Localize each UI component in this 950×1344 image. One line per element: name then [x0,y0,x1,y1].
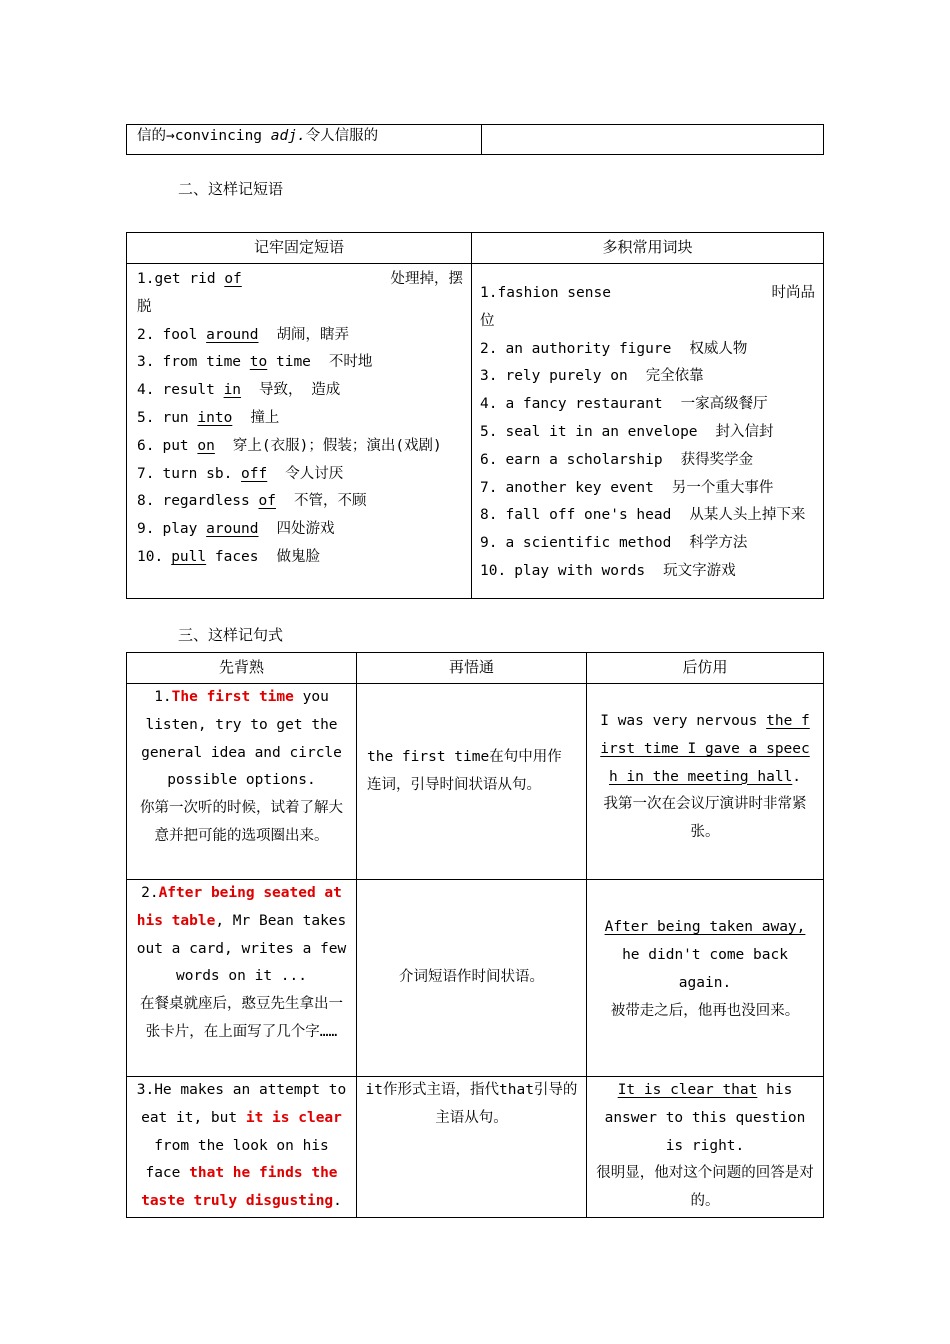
fixed-phrase-num: 8. [137,493,155,510]
row1-imitate-pre: I was very nervous [600,713,767,729]
row3-red-text-a: it is clear [245,1109,342,1126]
fixed-phrase-meaning: 穿上(衣服)；假装；演出(戏剧) [232,437,442,454]
top-table-pos: adj. [270,128,306,144]
fixed-phrase-item [137,377,463,405]
fixed-phrase-blank: around [206,521,259,538]
fixed-phrase-blank: of [224,271,242,287]
fixed-phrases-cell [127,264,472,599]
fixed-phrase-before: from time [162,354,250,371]
word-chunk-num: 5. [480,423,498,440]
fixed-phrase-meaning: 导致， 造成 [259,382,341,399]
word-chunk-meaning: 时尚品 [771,285,815,301]
row2-imitate-en [595,914,815,997]
phrase-table [126,232,824,599]
word-chunk-num: 8. [480,507,498,524]
fixed-phrase-before: regardless [162,493,259,510]
word-chunk-num: 4. [480,396,498,413]
fixed-phrase-blank: of [258,493,276,510]
row3-plain-text-a: He makes an attempt to eat it, but [141,1082,347,1126]
fixed-phrase-before: get rid [154,271,225,287]
row3-num: 3. [136,1082,155,1098]
row1-red-text: The first time [171,689,294,705]
word-chunk-meaning: 玩文字游戏 [663,562,736,579]
row1-memorize-en [135,684,348,795]
fixed-phrase-meaning: 撞上 [250,409,280,426]
row3-imitate-cell [587,1077,824,1218]
row3-imitate-post: his answer to this question is right. [604,1082,806,1154]
row2-num: 2. [141,885,159,901]
word-chunk-item [480,558,815,586]
row1-imitate-en [597,708,813,791]
phrase-col1-header: 记牢固定短语 [127,233,472,264]
fixed-phrase-meaning: 令人讨厌 [285,465,344,482]
row1-num: 1. [154,689,172,705]
word-chunk-num: 2. [480,340,498,357]
sentence-table [126,652,824,1218]
fixed-phrase-item [137,461,463,489]
fixed-phrase-meaning: 做鬼脸 [276,548,321,565]
word-chunk-item [480,336,815,364]
row2-imitate-cell [587,880,824,1077]
fixed-phrase-num: 4. [137,382,155,399]
fixed-phrase-before: put [162,437,198,454]
row3-explain-cell [357,1077,587,1218]
top-table-meaning: 令人信服的 [305,128,379,144]
fixed-phrase-num: 2. [137,326,155,343]
row1-imitate-cn: 我第一次在会议厅演讲时非常紧张。 [603,796,807,841]
row1-plain-text: you listen, try to get the general idea and circle possible options. [141,689,342,789]
fixed-phrase-blank: off [241,465,268,482]
fixed-phrase-item [137,433,463,461]
fixed-phrase-item [137,516,463,544]
fixed-phrase-num: 7. [137,465,155,482]
fixed-phrase-blank: in [223,382,242,399]
fixed-phrase-item [137,349,463,377]
row2-explain-cell [357,880,587,1077]
fixed-phrase-blank: into [197,409,233,426]
word-chunk-item [480,419,815,447]
fixed-phrase-item [137,322,463,350]
top-table-prefix: 信的→convincing [137,128,271,144]
word-chunk-num: 9. [480,535,498,552]
fixed-phrase-blank: to [249,354,268,371]
row3-imitate-blank: It is clear that [617,1082,758,1098]
row2-imitate-cn: 被带走之后，他再也没回来。 [610,1002,800,1019]
fixed-phrase-item [137,488,463,516]
word-chunk-meaning: 另一个重大事件 [671,479,774,496]
word-chunk-phrase: a scientific method [505,535,672,552]
row2-memorize-cn: 在餐桌就座后，憨豆先生拿出一张卡片，在上面写了几个字…… [140,996,343,1040]
word-chunk-meaning: 从某人头上掉下来 [689,507,806,524]
word-chunks-list [480,280,815,586]
section2-title: 二、这样记短语 [178,180,284,198]
sentence-col1-header: 先背熟 [127,653,357,684]
fixed-phrase-meaning: 四处游戏 [276,521,335,538]
row2-imitate-post: he didn't come back again. [622,947,788,991]
top-table [126,124,824,155]
fixed-phrase-item [137,544,463,572]
row1-explain-cell [357,684,587,880]
word-chunk-item [480,391,815,419]
word-chunk-num: 3. [480,368,498,385]
row2-plain-text: , Mr Bean takes out a card, writes a few words on it ... [136,912,347,985]
fixed-phrase-after: faces [206,548,259,565]
fixed-phrase-meaning-wrap: 脱 [137,298,152,315]
row1-imitate-blank: the first time I gave a speech in the meeting hall [600,713,810,785]
row2-memorize-en [135,880,348,991]
row2-explain: 介词短语作时间状语。 [399,969,544,986]
fixed-phrase-num: 3. [137,354,155,371]
word-chunk-item [480,502,815,530]
word-chunk-meaning: 获得奖学金 [680,451,754,468]
word-chunk-num: 7. [480,479,498,496]
row1-memorize-cell [127,684,357,880]
row3-memorize-en [135,1077,348,1216]
fixed-phrase-num: 1. [137,271,155,287]
word-chunk-meaning-wrap: 位 [480,312,495,329]
sentence-col2-header: 再悟通 [357,653,587,684]
phrase-col2-header: 多积常用词块 [472,233,824,264]
fixed-phrase-meaning: 不管，不顾 [293,493,367,510]
top-table-left-cell [127,125,482,155]
word-chunk-num: 6. [480,451,498,468]
word-chunk-phrase: rely purely on [505,368,628,385]
word-chunk-phrase: fashion sense [497,285,611,301]
row1-imitate-cell [587,684,824,880]
fixed-phrase-item [137,266,463,322]
fixed-phrase-blank: pull [171,548,207,565]
word-chunk-meaning: 一家高级餐厅 [680,396,768,413]
row1-imitate-post: . [792,768,802,785]
row1-explain: the first time在句中用作连词，引导时间状语从句。 [367,748,562,793]
word-chunk-item [480,475,815,503]
word-chunk-meaning: 科学方法 [689,535,748,552]
row1-memorize-cn: 你第一次听的时候，试着了解大意并把可能的选项圈出来。 [140,800,343,844]
word-chunk-phrase: play with words [514,562,646,579]
fixed-phrase-meaning: 胡闹，瞎弄 [276,326,350,343]
word-chunk-item [480,447,815,475]
row3-red-text-b: that he finds the taste truly disgusting [141,1165,338,1210]
fixed-phrase-num: 5. [137,409,155,426]
fixed-phrase-before: fool [162,326,207,343]
row3-memorize-cell [127,1077,357,1218]
fixed-phrase-meaning: 处理掉，摆 [390,271,463,287]
word-chunk-phrase: fall off one's head [505,507,672,524]
word-chunk-num: 10. [480,562,507,579]
row3-imitate-en [595,1077,815,1160]
row2-red-text: After being seated at his table [136,885,342,929]
fixed-phrase-blank: on [197,437,215,454]
section3-title: 三、这样记句式 [178,626,284,644]
fixed-phrase-after: time [267,354,311,371]
row2-memorize-cell [127,880,357,1077]
word-chunk-num: 1. [480,285,498,301]
word-chunk-item [480,363,815,391]
fixed-phrase-blank: around [206,326,259,343]
word-chunk-item [480,280,815,336]
word-chunk-item [480,530,815,558]
word-chunk-phrase: earn a scholarship [505,451,663,468]
fixed-phrase-num: 10. [137,548,164,565]
row3-plain-text-b: from the look on his face [145,1137,329,1182]
row3-explain: it作形式主语，指代that引导的主语从句。 [365,1082,578,1126]
word-chunk-phrase: an authority figure [505,340,672,357]
row2-imitate-blank: After being taken away, [604,919,806,936]
word-chunk-meaning: 权威人物 [689,340,748,357]
fixed-phrase-num: 6. [137,437,155,454]
row3-plain-text-c: . [333,1193,342,1210]
row3-imitate-cn: 很明显，他对这个问题的回答是对的。 [596,1165,814,1210]
top-table-right-cell [482,125,824,155]
word-chunk-phrase: a fancy restaurant [505,396,663,413]
fixed-phrase-meaning: 不时地 [328,354,373,371]
fixed-phrase-before: play [162,521,207,538]
fixed-phrase-num: 9. [137,521,155,538]
fixed-phrase-before: turn sb. [162,465,242,482]
fixed-phrase-before: run [162,409,198,426]
fixed-phrases-list [137,266,463,572]
fixed-phrase-before: result [162,382,224,399]
fixed-phrase-item [137,405,463,433]
sentence-col3-header: 后仿用 [587,653,824,684]
word-chunk-phrase: another key event [505,479,654,496]
word-chunk-meaning: 完全依靠 [645,368,704,385]
word-chunks-cell [472,264,824,599]
word-chunk-phrase: seal it in an envelope [505,423,698,440]
word-chunk-meaning: 封入信封 [715,423,774,440]
